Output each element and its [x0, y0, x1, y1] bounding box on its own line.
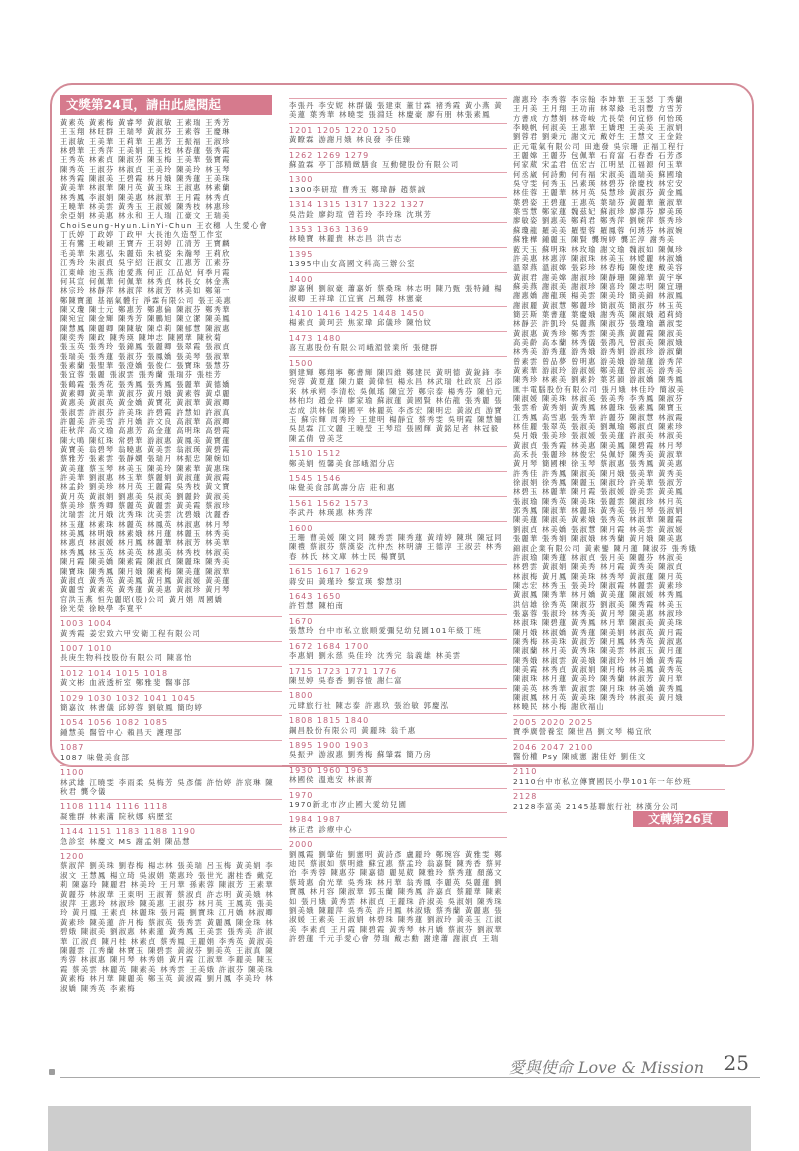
donor-line: 張淑雲 許淑芬 許美珠 許碧霞 許慧如 許淑真	[60, 407, 231, 417]
donor-line: 溫翠燕 溫淑嫦 張彩珍 林春梅 陳俊達 戴美容	[513, 263, 684, 273]
entry-divider	[289, 639, 507, 640]
donation-entry	[60, 768, 282, 796]
donor-line: 方書成 方慧娟 林奇峻 尤長榮 何宜修 何怡瑛	[513, 113, 684, 123]
entry-divider	[289, 197, 507, 198]
donor-line: 謝惠嬌 謝龍瑛 楊美雲 陳美玲 簡美錦 林淑鳳	[513, 291, 684, 301]
entry-names: 味覺美食部萬壽分店 莊和惠	[289, 483, 396, 493]
donor-line: 黃美華 林淑華 陳月英 黃玉珠 王淑惠 林素蘭	[60, 183, 231, 193]
entry-amounts: 1672 1684 1700	[289, 641, 370, 651]
donation-entry	[289, 691, 507, 710]
donor-line: 蘇美燕 謝淑美 謝淑珍 陳喜玲 陳志明 陳宜珊	[513, 281, 684, 291]
donor-line: 葉碧姿 王碧蓮 王惠英 葉瑞芬 黃麗華 董淑華	[513, 197, 684, 207]
entry-divider	[289, 172, 507, 173]
entry-names: 李武丹 林瑛惠 林秀萍	[289, 508, 374, 518]
entry-amounts: 1970	[289, 790, 314, 800]
entry-amounts: 1545 1546	[289, 474, 342, 483]
entry-names: 劉鳳霞 劉肇佑 劉憲明 黃詩彥 盧麗玲 鄭琬容 黃雅雯 鄭迪民 蔡淑如 蔡明維 蘇宜惠 蔡孟玲 翁嘉賢 陳秀香 蔡昇治 李秀蓉 陳惠芬 陳嘉德 麗晃葳 陳雅玲 蔡秀蓮 顏藹文 蔡琦惠 俞光華 吳秀珠 林月華 翁秀鳳 李麗英 吳麗蓮 劉寶鳳 林月容 陳淑華 郭玉蘭 陳秀鳳 許嘉貞 蔡麗華 陳素如 張月娥 黃秀雲 林淑貞 王麗珠 許淑美 吳淑娟 陳秀珠 劉美娥 陳麗萍 吳秀英 許月鳳 林淑娥 蔡秀蘭 黃麗惠 張淑媛 王素美 王淑娟 林碧珠 陳秀蓮 劉淑玲 黃美玉 江淑美 李素貞 王月霞 陳碧霞 黃秀琴 林月嬌 蔡淑芬 劉淑華 許碧蓮 千元手愛心會 勞瑞 戴志勳 謝達蕭 謝淑貞 王瑞	[289, 849, 503, 944]
donation-entry	[513, 743, 725, 762]
donor-line: 張淑瑜 陳秀英 陳美珠 張麗雲 陳淑珍 林月英	[513, 496, 684, 506]
donation-entry	[289, 815, 507, 834]
entry-divider	[60, 849, 282, 850]
entry-amounts: 1410 1416 1425 1448 1450	[289, 308, 425, 318]
donor-line: 蘇雅樺 鍾麗玉 陳賢 龔琬婷 龔芷淳 謝秀美	[513, 235, 676, 245]
donation-entry	[60, 694, 282, 713]
entry-amounts: 1670	[289, 616, 314, 626]
donor-line: 蔡美珍 蔡秀卿 蔡麗英 黃麗雲 黃美霞 蔡淑珍	[60, 501, 231, 511]
entry-names: 鄭美娟 恆馨美食部峨湄分店	[289, 458, 396, 468]
entry-amounts: 1201 1205 1220 1250	[289, 125, 398, 135]
donor-line: 陳美蓮 陳淑美 黃素娥 張秀英 林淑華 陳麗霞	[513, 515, 684, 525]
entry-amounts: 1800	[289, 691, 314, 701]
entry-names: 元肆旅行社 陳志泰 許惠玖 張治敏 郭慶泓	[289, 700, 450, 710]
entry-names: 1300李研瑄 曹秀玉 鄭瑋靜 趙蔡誠	[289, 184, 427, 194]
donor-line: 黃月琴 簡國棟 徐玉琴 蔡淑惠 張秀鳳 黃美惠	[513, 459, 684, 469]
donor-line: 陳秀梅 林美珠 黃淑芳 陳月鳳 林秀英 黃淑惠	[513, 636, 684, 646]
donation-entry	[289, 359, 507, 444]
entry-divider	[289, 564, 507, 565]
donation-entry	[289, 309, 507, 328]
entry-divider	[289, 664, 507, 665]
donation-entry	[289, 175, 507, 194]
entry-divider	[289, 446, 507, 447]
donation-entry	[289, 840, 507, 943]
entry-amounts: 1003 1004	[60, 619, 113, 629]
donor-line: 陳大鳴 陳紅珠 常碧華 游淑惠 黃鳳美 黃寶蓮	[60, 435, 231, 445]
donation-entry	[289, 766, 507, 785]
donor-line: 王有鸞 王峻穎 王寶卉 王羽婷 江清芳 王寶麟	[60, 239, 231, 249]
entry-names: 鋼昌股份有限公司 黃麗珠 翁千惠	[289, 725, 417, 735]
donor-line: 林玉蓮 林素珠 林麗英 林鳳英 林淑惠 林月琴	[60, 519, 231, 529]
donor-line: 陳秀珍 林素美 劉素鈴 葉茗韻 游淑嬌 陳秀鳳	[513, 375, 684, 385]
entry-names: 2128李富美 2145基聯旅行社 林漢分公司	[513, 801, 679, 811]
donor-line: 藍天玉 蘇明珠 林玫瑜 謝文瑜 魏淑如 陳佩珍	[513, 244, 684, 254]
entry-amounts: 1930 1960 1963	[289, 765, 370, 775]
donor-line: 徐光榮 徐映學 李寬平	[60, 603, 144, 613]
donor-line: 許淑瑜 陳秀蓮 林淑貞 張月美 陳麗芬 林淑美	[513, 552, 684, 562]
donor-line: 沈瑞雲 沈月娥 沈秀珠 沈美雲 沈碧娥 沈麗香	[60, 510, 231, 520]
entry-names: 林武雄 江曉雯 李雨柔 吳梅芳 吳彥儒 許怡婷 許宸琳 陳秋君 龔令儀	[60, 777, 274, 796]
donor-line: 丁氏婷 丁政婷 丁政甲 大長池久造型工作室	[60, 230, 224, 240]
donor-line: 何其宣 何佩華 何佩華 林秀貞 林長女 林金燕	[60, 276, 231, 286]
donor-line: 官洪玉燕 恒先麗昭(股)公司 黃月娟 周國嬌	[60, 594, 224, 604]
donor-line: 王秀英 林素貞 陳淑芬 陳玉梅 王美華 張寶霞	[60, 155, 231, 165]
donor-line: 陳秀英 王淑芬 林淑貞 王美玲 陳美玲 林玉琴	[60, 164, 231, 174]
donor-line: 吳守雯 何秀玉 呂素瑛 林碧芬 徐慶枝 林宏安	[513, 179, 684, 189]
entry-names: 李惠娟 劉永慈 吳佳玲 沈秀完 翁義雄 林美雲	[289, 651, 462, 661]
donation-entry	[60, 827, 282, 846]
donor-line: 吳月娥 張美珍 張淑媛 張美蓮 許淑美 林淑美	[513, 431, 684, 441]
donor-line: 徐淑娟 徐秀鳳 陳麗玉 陳淑玲 許美華 張淑芳	[513, 478, 684, 488]
entry-names: 寶季廣營養室 陳世昌 劉文琴 楊宜欣	[513, 727, 653, 737]
entry-names: 王珊 曹美媛 陳文同 陳秀雲 陳秀蓮 黃靖婷 陳琪 陳冠同 陳禮 蔡淑芬 蔡漢姿 沈仲杰 林明濤 王德淳 王淑芸 林秀春 林氏 林文庫 林士民 楊寶凱	[289, 533, 503, 561]
donor-line: 林淑梅 黃月鳳 陳美珠 林秀琴 黃淑蓮 陳月英	[513, 571, 684, 581]
donor-line: ChoiSeung-Hyun.LinYi-Chun 王衣穗 人生愛心會	[60, 220, 268, 230]
donor-line: 黃惠美 黃淑英 黃金嬌 黃寶花 黃淑華 黃淑卿	[60, 398, 231, 408]
donation-entry	[289, 225, 507, 244]
bottom-gray-bar	[48, 1106, 751, 1151]
donor-entries-1	[60, 616, 282, 993]
entry-names: 黃秀霞 姜宏致六甲安衛工程有限公司	[60, 628, 202, 638]
donor-line: 張雲希 黃秀娟 黃秀鳳 林麗珠 張素鳳 陳寶玉	[513, 403, 684, 413]
footer-title-chinese: 愛與使命	[508, 1058, 573, 1077]
entry-divider	[289, 521, 507, 522]
entry-amounts: 1100	[60, 768, 85, 778]
donor-line: 陳美霞 林秀貞 黃淑娟 陳月梅 林美鳳 黃秀英	[513, 664, 684, 674]
donor-line: 曾素雲 曾品夢 曾明惠 游美娥 游瑞蓮 游秀萍	[513, 356, 684, 366]
section-header: 文獎第24頁，請由此處閱起	[60, 95, 272, 115]
donor-line: 張嘉蓉 張淑玲 林秀美 黃月琴 陳美惠 林淑珍	[513, 608, 684, 618]
donation-entry	[289, 449, 507, 468]
entry-divider	[60, 666, 282, 667]
entry-divider	[60, 715, 282, 716]
entry-amounts: 1144 1151 1183 1188 1190	[60, 827, 196, 837]
entry-divider	[289, 738, 507, 739]
donor-line: 林宗玲 林靜萍 林淑萍 林淑芳 林美如 鄭第一	[60, 286, 231, 296]
donor-line: 鄭陳寶蓮 基福氣體行 淨霖有限公司 張王美惠	[60, 295, 233, 305]
entry-amounts: 2046 2047 2100	[513, 742, 594, 752]
donor-line: 陳淑珠 林月蓮 黃美玲 陳秀蘭 林淑芳 黃月華	[513, 674, 684, 684]
entry-divider	[289, 763, 507, 764]
entry-names: 1395中山女高國文科高三辦公室	[289, 259, 416, 269]
donation-entry	[513, 792, 725, 811]
entry-divider	[289, 614, 507, 615]
donor-line: 林曉民 林小梅 謝欣福山	[513, 702, 606, 712]
donor-line: 黃素英 黃素梅 黃睿琴 黃淑敏 王素瑞 王秀芳	[60, 118, 231, 127]
donor-line: 林靜芸 許凱玲 吳麗燕 陳淑芬 張瓊瑜 蕭淑雯	[513, 319, 684, 329]
entry-amounts: 1012 1014 1015 1018	[60, 668, 169, 678]
donor-line: 張宜蓉 張麗 張淑雲 張秀蘭 張瑞芬 張桂芳	[60, 370, 223, 380]
donor-line: 正元電氣有限公司 田進發 吳宗珊 正福工程行	[513, 141, 686, 151]
donor-line: 王玉翔 林旺群 王瑞琴 黃淑芬 王素蓉 王慶琳	[60, 127, 231, 137]
entry-names: 林曉寶 林麗貴 林志昌 洪吉志	[289, 234, 403, 244]
entry-divider	[513, 764, 725, 765]
entry-divider	[60, 765, 282, 766]
donation-entry	[60, 802, 282, 821]
entry-divider	[60, 799, 282, 800]
entry-amounts: 1715 1723 1771 1776	[289, 666, 398, 676]
entry-amounts: 1200	[60, 851, 85, 861]
entry-divider	[289, 688, 507, 689]
donor-line: 張麗華 張秀娟 陳淑娥 林秀蘭 黃月娥 陳美惠	[513, 534, 684, 544]
entry-amounts: 1643 1650	[289, 592, 342, 602]
donor-line: 江東峰 池玉燕 池愛燕 何正 江品妃 何季月霞	[60, 267, 231, 277]
entry-names: 吳浩銓 廖鈞瑄 曾若玲 李玲珠 沈琪芳	[289, 209, 433, 219]
entry-names: 蘇盈霖 亭丁部精緻膳食 互動健股份有限公司	[289, 160, 460, 170]
donor-line: 謝惠玲 李秀蓉 李宗翰 李坤華 王玉瑟 丁秀蘭	[513, 95, 684, 104]
continue-label: 文轉第26頁	[633, 811, 728, 827]
entry-amounts: 1262 1269 1279	[289, 150, 370, 160]
entry-names: 蔡淑萍 劉美珠 劉春梅 楊志林 張美瑞 呂玉梅 黃美娟 李淑文 王慧鳳 楊立琦 吳淑娟 葉惠玲 張世光 謝桂香 戴克莉 陳嘉玲 陳麗君 林美玲 王月華 孫素蓉 陳淑芳 王素華 黃麗芬 林淑華 王東明 王淑菁 蔡淑貞 許志明 黃美娥 林淑萍 王惠玲 林淑珍 陳美惠 王淑芬 林月英 王鳳英 張美玲 黃月鳳 王素貞 林麗珠 張月霞 劉寶珠 江月嬌 林淑卿 黃素珍 陳美蓮 許月梅 蔡淑英 張秀雲 黃麗鳳 陳金珠 林碧娥 陳淑美 劉淑惠 林素蓮 黃秀鳳 王美雲 張秀美 許淑華 江淑貞 陳月桂 林素貞 蔡秀鳳 王麗娟 李秀英 黃淑美 陳麗雲 江秀蘭 林寶玉 陳碧雲 黃淑芬 劉美英 王淑真 陳秀蓉 林淑惠 陳月琴 林秀娟 黃月霞 江淑華 李麗美 陳玉霞 蔡美雲 林麗英 陳素美 林秀雲 王美娥 許淑芬 陳美珠 黃素梅 林月華 陳麗美 鄭玉英 黃淑霞 劉月鳳 李美玲 林淑嬌 陳秀英 李素梅	[60, 861, 274, 993]
donor-line: 陳月娥 林淑嬌 黃秀蓮 陳美娟 林淑英 黃月霞	[513, 627, 684, 637]
donor-line: 王月美 王月翔 王功甫 林翠綠 毛羽豐 方雪芳	[513, 104, 684, 114]
entry-names: 簡嘉汝 林書儀 邱婷蓉 劉敏鳳 簡昀婷	[60, 703, 204, 713]
donor-line: 黃寶美 翁碧琴 翁曉惠 黃美雲 翁淑瑛 黃碧霞	[60, 445, 231, 455]
donor-line: 林碧雲 黃淑娟 陳美秀 林月霞 黃秀美 陳淑貞	[513, 562, 684, 572]
donor-line: 張鶴霞 張秀花 張秀鳳 張秀鳳 張麗華 黃德嬌	[60, 379, 231, 389]
donation-entry	[513, 718, 725, 737]
donor-line: 蔡雅芳 張素雲 張靜嫻 張瑞月 林振忠 陳婉如	[60, 454, 231, 464]
donation-entry	[60, 644, 282, 663]
entry-divider	[289, 788, 507, 789]
donor-line: 黃淑鳳 陳秀華 林月嬌 黃美蓮 陳淑媛 林秀鳳	[513, 590, 684, 600]
page-number: 25	[723, 1051, 749, 1075]
donor-line: 錦淑企業有限公司 黃素鑾 陳月蓮 陳淑芬 張秀娥	[513, 543, 698, 553]
entry-divider	[60, 641, 282, 642]
donor-line: 李曉帆 何淑美 王惠華 王嬌理 王美美 王淑娟	[513, 123, 684, 133]
donor-line: 陳又瓊 陳士元 鄭惠芳 鄭惠倫 陳淑芬 鄭秀華	[60, 304, 231, 314]
donation-entry	[289, 275, 507, 303]
entry-names: 2110台中市私立傳寶國民小學101年一年紗班	[513, 776, 692, 786]
donation-entry	[289, 101, 507, 120]
entry-names: 蔣安田 黃瑾玲 黎宣瑛 黎慧羽	[289, 576, 403, 586]
donor-line: 陳秀娥 林淑雲 黃美娥 陳淑玲 林月嬌 黃秀霞	[513, 655, 684, 665]
entry-names: 許哲慧 陳柏南	[289, 601, 345, 611]
donor-line: 林秀鳳 李淑娟 陳美惠 林淑華 王月霞 林秀貞	[60, 192, 231, 202]
donation-entry	[289, 499, 507, 518]
donor-line: 江秀鳳 高雪惠 張秀華 許麗芬 陳淑慧 林淑霞	[513, 412, 684, 422]
entry-amounts: 1510 1512	[289, 449, 342, 459]
donor-line: 匯丰電腦股份有限公司 張月娥 林佳玲 簡淑美	[513, 384, 686, 394]
entry-divider	[60, 616, 282, 617]
entry-names: 張慧玲 台中市私立旅順愛彌兒幼兒園101年級丁班	[289, 626, 483, 636]
entry-amounts: 2110	[513, 767, 538, 777]
donation-entry	[60, 619, 282, 638]
donor-line: 許麗美 許美雪 許月嬌 許文良 高淑華 高淑卿	[60, 417, 231, 426]
entry-names: 急診室 林慶文 MS 謝孟娟 陳品慧	[60, 836, 191, 846]
donor-list-1	[60, 118, 282, 613]
donor-line: 郭秀鳳 陳淑華 林麗珠 黃秀美 張月琴 張淑娟	[513, 506, 684, 516]
entry-amounts: 1087	[60, 743, 85, 753]
donor-line: 林秀霞 陳淑美 王碧霞 林月娥 陳秀蓮 王美珠	[60, 174, 231, 184]
donation-entry	[60, 743, 282, 762]
column-3	[513, 95, 725, 985]
donor-line: 陳月霞 陳美嬌 陳素霞 陳淑貞 陳麗珠 陳秀美	[60, 557, 231, 567]
donor-line: 林碧華 王秀萍 王美娟 王玉枝 林春蓮 張秀霞	[60, 146, 231, 156]
donor-line: 陳奕秀 陳政 陳秀瑛 陳坤志 陳國華 陳秋菊	[60, 332, 223, 342]
entry-divider	[289, 123, 507, 124]
entry-names: 林國侯 溫進安 林淑菁	[289, 775, 374, 785]
donation-entry	[289, 741, 507, 760]
donor-line: 林惠貞 林淑媛 林月鳳 林麗華 林淑芳 林美華	[60, 538, 231, 548]
entry-names: 醫份權 Psy 陳威憲 謝佳妤 劉佳文	[513, 751, 647, 761]
entry-names: 喜互惠股份有限公司峨湄營業所 張健群	[289, 343, 439, 353]
entry-divider	[60, 740, 282, 741]
entry-divider	[289, 247, 507, 248]
donation-entry	[289, 642, 507, 661]
entry-divider	[289, 331, 507, 332]
donor-line: 廖敏姿 劉惠美 鄭莉君 鄭秀萍 劉婉萍 蔡秀珍	[513, 216, 684, 226]
donor-line: 劉淑貞 林美嬌 張淑慧 陳月霞 林美雲 黃淑媛	[513, 524, 684, 534]
donation-entry	[60, 718, 282, 737]
donor-list-3	[513, 95, 725, 712]
donor-line: 張瑞美 張秀蓮 張淑芬 張鳳嬌 張美琴 張淑華	[60, 351, 231, 361]
entry-names: 陳昱婷 吳春香 劉容愷 謝仁富	[289, 675, 403, 685]
donor-line: 林秀美 游秀蓮 游秀娥 游秀娟 游淑珍 游淑蘭	[513, 347, 684, 357]
entry-amounts: 1108 1114 1116 1118	[60, 802, 169, 812]
entry-divider	[289, 356, 507, 357]
entry-divider	[60, 691, 282, 692]
donor-line: 劉蓉君 劉秉元 謝文元 戴妤生 王慧文 王金銓	[513, 132, 684, 142]
donor-line: 王淑敏 王美華 王莉華 王惠芳 王振福 王淑珍	[60, 136, 231, 146]
entry-amounts: 1054 1056 1082 1085	[60, 718, 169, 728]
donor-line: 陳淑蘭 林月美 黃秀珠 陳美雲 林淑玉 黃月蓮	[513, 646, 684, 656]
donor-line: 林佳麗 張翠英 張淑美 劉珮瑜 鄭淑貞 陳素珍	[513, 422, 684, 432]
donor-line: 黃美蓮 蔡玉琴 林美玉 陳美玲 陳素華 黃惠珠	[60, 463, 231, 473]
donor-line: 林美鳳 林明娥 林素娥 林月蓮 林麗玉 林秀美	[60, 529, 231, 539]
entry-divider	[513, 740, 725, 741]
donor-line: 許美惠 林惠淳 陳淑珠 林美玉 林嬡麗 林淑嬌	[513, 253, 684, 263]
donor-line: 毛美華 朱惠弘 朱麗茹 朱禎姿 朱瀚琴 王莉欣	[60, 248, 231, 258]
entry-amounts: 1561 1562 1573	[289, 498, 370, 508]
entry-amounts: 1808 1815 1840	[289, 716, 370, 726]
donation-entry	[289, 200, 507, 219]
entry-amounts: 1984 1987	[289, 815, 342, 825]
donor-line: 黃淑貞 黃秀英 黃美鳳 黃月鳳 黃淑媛 黃美蓮	[60, 575, 231, 585]
donor-line: 張素蘭 張聖華 張澄嬌 張俊仁 張寶珠 張慧芬	[60, 360, 231, 370]
donor-line: 許美華 劉淑惠 林玉華 蔡麗娟 黃淑蓮 黃淑霞	[60, 473, 231, 483]
donor-line: 黃月英 黃淑娟 劉惠美 吳淑美 劉麗鈴 黃淑美	[60, 491, 231, 501]
entry-amounts: 1400	[289, 274, 314, 284]
donor-line: 何丞崴 何詩勳 何有福 宋淑美 溫瑞美 蘇國瑜	[513, 169, 684, 179]
footer-title	[509, 1055, 704, 1078]
donor-line: 林碧玉 林麗華 陳月霞 張淑媛 游美雲 黃美鳳	[513, 487, 684, 497]
donation-entry	[289, 334, 507, 353]
entry-amounts: 2000	[289, 840, 314, 850]
donor-line: 簡芸斯 葉書蓮 葉慶娥 謝秀英 陳淑娥 趙莉綺	[513, 309, 684, 319]
donation-entry	[60, 852, 282, 993]
entry-divider	[289, 148, 507, 149]
entry-divider	[289, 589, 507, 590]
entry-names: 劉建輝 鄭翔寧 鄭書輝 陳四維 鄭建民 黃明德 黃銳鋒 李宛蓉 黃夏蓮 陳力嚴 黃偉恒 楊永昌 林武瑞 杜政宸 呂添來 林承朔 李清松 吳佩瑤 陳宜芳 鄭宗泰 楊秀芬 陳伯元 林柏均 趙金祥 廖家瑜 蘇淑蓮 黃國賢 林佑龍 張秀麗 張志成 洪林保 陳國平 林麗英 李彥宏 陳明忠 黃淑貞 游寶玉 蘇宗輝 周秀玲 王建明 楊靜宜 蔡秀雯 吳明霞 陳慧姍 吳昆霖 江文麗 王曉瑩 王琴瑄 張國輝 黃銘足者 林冠毅 陳孟倩 曾美芝	[289, 367, 503, 443]
entry-names: 1970新北市汐止國大愛幼兒園	[289, 799, 408, 809]
donor-line: 林佳蓉 王麗華 林月英 吳慧珍 黃淑芬 黃金鳳	[513, 188, 684, 198]
donor-line: 黃素卿 黃美華 黃淑芬 黃月娥 黃素蓉 黃卓麗	[60, 388, 231, 398]
entry-amounts: 2128	[513, 792, 538, 802]
donation-entry	[289, 524, 507, 562]
entry-names: 黃文彬 血液透析室 鄭雅斐 醫事部	[60, 678, 191, 688]
donor-line: 高美齡 高本蘭 林秀儀 張鴻凡 曾淑美 陳淑娥	[513, 337, 684, 347]
entry-divider	[289, 713, 507, 714]
donor-entries-3	[513, 715, 725, 811]
donation-entry	[513, 767, 725, 786]
column-1	[60, 95, 282, 993]
donor-line: 陳美英 林秀華 黃淑雲 陳月珠 林美嬌 黃秀鳳	[513, 683, 684, 693]
entry-amounts: 1314 1315 1317 1322 1327	[289, 200, 425, 210]
donor-line: 陳宛宜 陳金輝 陳秀芳 陳鵬旭 陳立潔 陳美鳳	[60, 314, 231, 324]
entry-divider	[513, 715, 725, 716]
donor-line: 莊秋萍 高文瑜 高惠芳 高金蓮 高明珠 高碧霞	[60, 426, 231, 436]
entry-amounts: 1895 1900 1903	[289, 740, 370, 750]
donor-line: 張玉英 張秀玲 張錦鳳 張麗卿 張翠霞 張淑貞	[60, 342, 231, 352]
donor-line: 黃淑君 謝美嫦 謝淑珍 陳靜珊 陳錦華 黃宇寧	[513, 272, 684, 282]
donor-line: 葉雪慧 鄭家蓮 魏茲妃 蘇淑珍 廖澤芬 廖美瑛	[513, 207, 684, 217]
footer-marker	[49, 1069, 55, 1075]
entry-divider	[289, 306, 507, 307]
entry-divider	[289, 496, 507, 497]
donation-entry	[289, 716, 507, 735]
entry-names: 廖嘉俐 劉叙豪 蕭嘉妡 蔡桑珠 林志明 陳乃甄 張特鍾 楊淑卿 王祥瑋 江宜賓 呂珮蓉 林憲豪	[289, 284, 503, 303]
donor-line: 陳志宏 林秀玉 張美玲 陳淑霞 林麗雲 黃素珍	[513, 580, 684, 590]
entry-amounts: 1500	[289, 358, 314, 368]
donor-line: 黃淑貞 張秀霞 林美惠 陳美鳳 陳碧霞 林月琴	[513, 440, 684, 450]
donor-line: 許秀佳 許秀鳳 陳淑美 陳月娥 張美華 黃秀美	[513, 468, 684, 478]
entry-divider	[289, 812, 507, 813]
footer-title-english: Love & Mission	[577, 1058, 704, 1077]
entry-amounts: 1600	[289, 523, 314, 533]
entry-amounts: 1473 1480	[289, 333, 342, 343]
donation-entry	[289, 474, 507, 493]
entry-amounts: 1353 1363 1369	[289, 225, 370, 235]
entry-divider	[513, 789, 725, 790]
donor-line: 蘇瓊龍 羅美美 羅聖蓉 羅鳳蓉 何琇芬 林淑婉	[513, 225, 684, 235]
entry-amounts: 2005 2020 2025	[513, 717, 594, 727]
donation-entry	[289, 667, 507, 686]
donor-line: 黃淑惠 黃秀珍 鄭秀雲 陳美燕 黃麗霞 陳淑美	[513, 328, 684, 338]
donor-line: 陳寶珠 陳秀鳳 陳月娥 陳素梅 陳美蓮 陳淑華	[60, 566, 231, 576]
donor-line: 林秀鳳 林玉英 林美英 林惠美 林秀枝 林淑美	[60, 547, 231, 557]
donation-entry	[289, 250, 507, 269]
entry-names: 吳振尹 游淑惠 劉秀梅 蘇肇霖 簡乃房	[289, 750, 433, 760]
entry-names: 長庚生物科技股份有限公司 陳喜怡	[60, 653, 193, 663]
entry-amounts: 1615 1617 1629	[289, 567, 370, 577]
donor-line: 王麗嫦 王麗芬 包佩華 石育富 石春香 石芳彥	[513, 151, 684, 161]
entry-amounts: 1395	[289, 249, 314, 259]
donor-line: 林孟鈴 劉美珍 林月英 王麗霞 吳秀枝 黃文寶	[60, 482, 231, 492]
entry-divider	[289, 471, 507, 472]
donor-line: 謝淑麗 黃淑慧 鄭麗珍 簡淑英 簡淑芬 林玉英	[513, 300, 684, 310]
donation-entry	[289, 151, 507, 170]
entry-amounts: 1007 1010	[60, 644, 113, 654]
donor-line: 王曉華 林美雲 黃秀玉 王淑媛 陳秀枝 林惠珍	[60, 202, 231, 212]
donor-line: 黃素華 游淑玲 游淑媛 鄭美蓮 曾淑美 游秀美	[513, 365, 684, 375]
entry-amounts: 1300	[289, 175, 314, 185]
entry-amounts: 1029 1030 1032 1041 1045	[60, 693, 196, 703]
donor-line: 洪信雄 徐秀英 陳淑芬 劉淑美 陳秀霞 林美玉	[513, 599, 684, 609]
donor-line: 陳慧鳳 陳麗卿 陳陳敏 陳卓莉 陳郁慧 陳淑惠	[60, 323, 231, 333]
donor-entries-2	[289, 98, 507, 944]
donation-entry	[289, 567, 507, 586]
entry-names: 凝雅群 林素滿 院秋娜 病歷室	[60, 811, 174, 821]
entry-divider	[60, 824, 282, 825]
entry-names: 楊素貞 黃珂芸 焦家瑋 邱儀珍 陳怡妏	[289, 318, 433, 328]
donation-entry	[289, 617, 507, 636]
entry-names: 1087 味覺美食部	[60, 752, 131, 762]
donor-line: 陳淑鳳 林月英 黃美珠 陳秀玲 林淑美 黃月娥	[513, 693, 684, 702]
entry-names: 鍾慧美 醫管中心 賴昌天 護理部	[60, 727, 183, 737]
entry-divider	[289, 98, 507, 99]
donation-entry	[289, 791, 507, 810]
donation-entry	[289, 126, 507, 145]
entry-names: 林正君 診療中心	[289, 824, 353, 834]
entry-divider	[289, 272, 507, 273]
donor-line: 余亞娟 林美惠 林永和 王人瑞 江豪文 王瑞美	[60, 211, 231, 221]
donor-line: 高禾長 張麗珍 林俊宏 吳佩妤 陳秀美 黃淑華	[513, 450, 684, 460]
column-2	[289, 95, 507, 985]
donor-line: 黃麗雪 黃素英 黃秀蓮 黃美惠 黃淑珍 黃月琴	[60, 585, 231, 595]
entry-divider	[289, 837, 507, 838]
donor-line: 林淑珠 陳碧蓮 黃秀鳳 林月華 陳淑美 黃美珠	[513, 618, 684, 628]
donation-entry	[60, 669, 282, 688]
entry-names: 黃瞭霖 游謝月娥 林良發 李佳臻	[289, 135, 412, 145]
donor-line: 陳淑媛 陳美珠 林淑美 張美秀 李秀鳳 陳淑芬	[513, 394, 684, 403]
donor-line: 江秀玲 朱淑貞 吳宇紹 汪淑女 江惠芳 江素芬	[60, 258, 231, 268]
entry-divider	[289, 222, 507, 223]
entry-names: 李張丹 李安妮 林群儀 張建東 董甘霖 褚秀霞 黃小燕 黃美蓮 葉秀華 林曉雯 張淵廷 林慶豪 廖有朋 林張素鳳	[289, 101, 503, 120]
donor-line: 何家葳 宋孟君 伍宏吉 江明星 江福源 何玉華	[513, 160, 684, 170]
donation-entry	[289, 592, 507, 611]
